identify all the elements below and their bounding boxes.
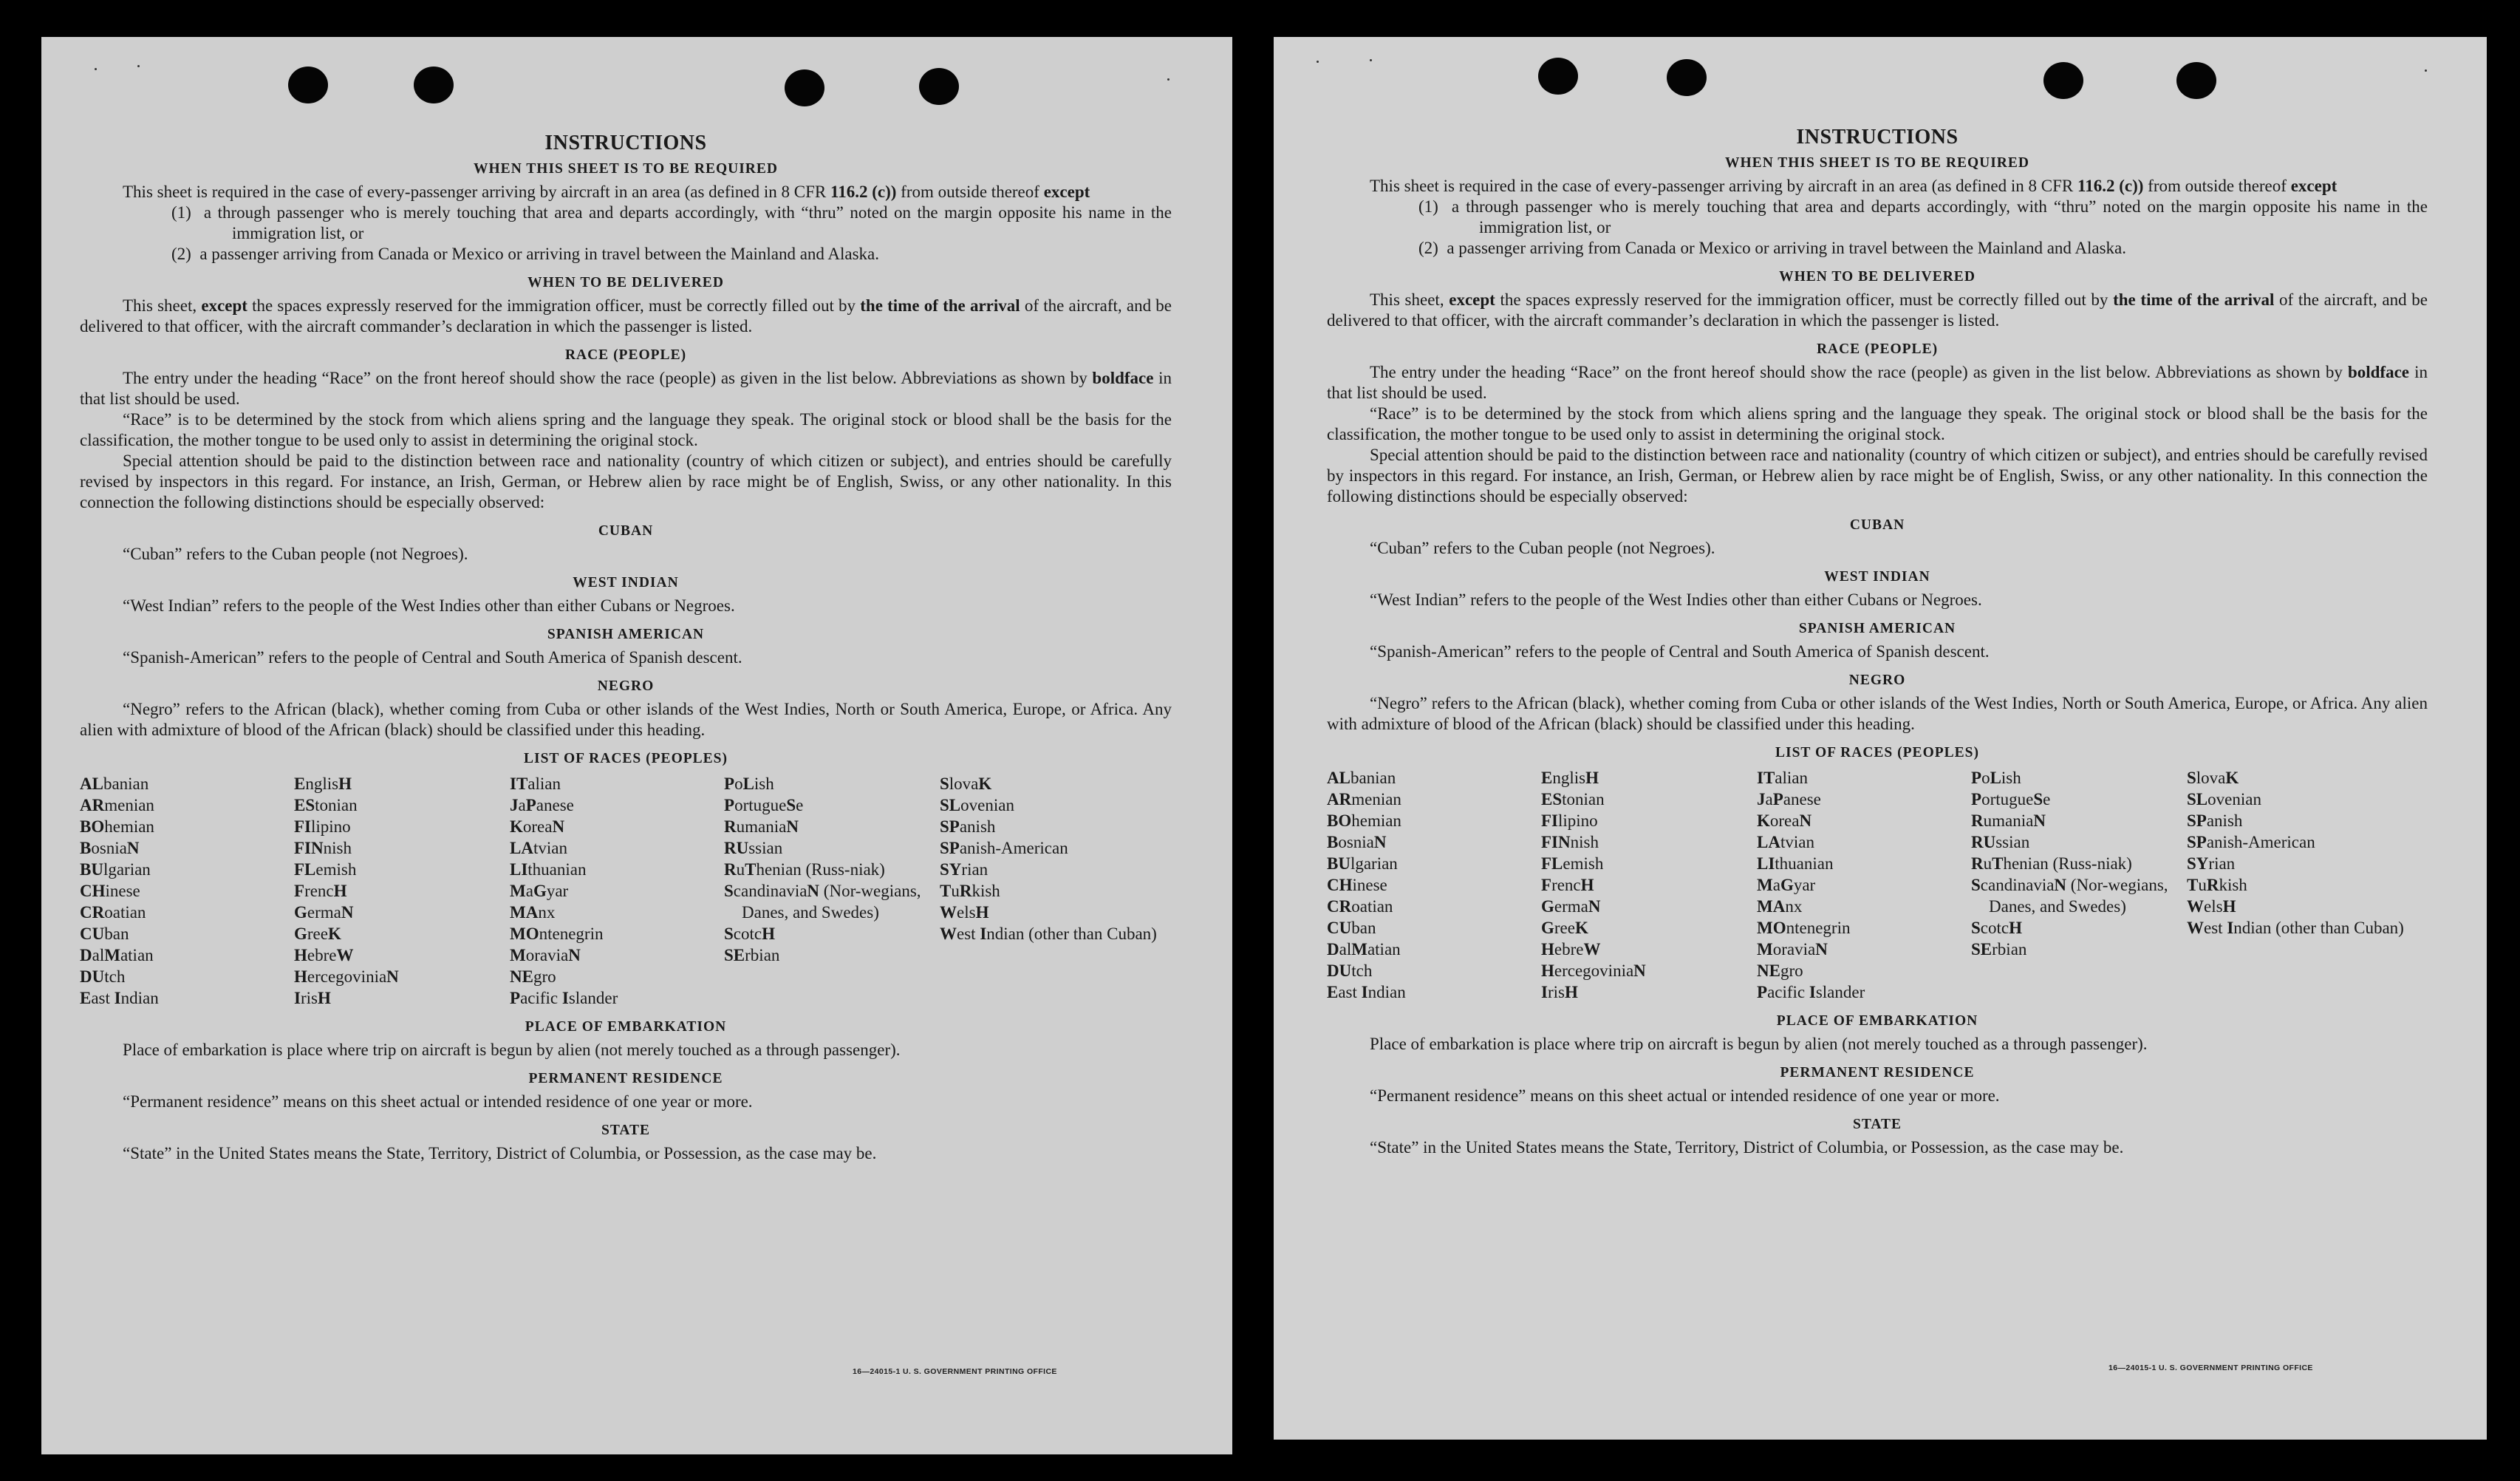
race-entry: LAtvian <box>1757 833 1814 851</box>
race-entry: MOntenegrin <box>1757 919 1851 937</box>
race-entry: IrisH <box>294 989 331 1007</box>
instructions-content <box>1327 126 2428 1158</box>
heading-when-delivered: WHEN TO BE DELIVERED <box>1779 269 1976 285</box>
printer-code: 16—24015-1 U. S. GOVERNMENT PRINTING OFFICE <box>2108 1363 2313 1372</box>
race-entry: CUban <box>1327 919 1376 937</box>
race-entry: ARmenian <box>1327 790 1401 808</box>
race-entry: TuRkish <box>940 882 1000 900</box>
heading-residence: PERMANENT RESIDENCE <box>1780 1065 1975 1080</box>
heading-west-indian: WEST INDIAN <box>573 575 679 590</box>
punch-hole <box>919 68 959 105</box>
race-entry: BosniaN <box>80 839 140 857</box>
heading-spanish-american: SPANISH AMERICAN <box>547 627 705 642</box>
race-entry: West Indian (other than Cuban) <box>940 925 1157 943</box>
race-paragraph: The entry under the heading “Race” on the front hereof should show the race (people) as given in the list below. Abbreviations as shown by boldface in that list should be used. <box>80 369 1172 408</box>
race-entry: FIlipino <box>1541 811 1598 830</box>
race-entry: MOntenegrin <box>510 925 604 943</box>
race-entry: WelsH <box>2187 897 2236 916</box>
race-entry: SPanish <box>2187 811 2243 830</box>
race-entry: EnglisH <box>1541 769 1599 787</box>
race-entry: BUlgarian <box>80 860 151 879</box>
race-entry: East Indian <box>80 989 159 1007</box>
race-entry: GermaN <box>1541 897 1601 916</box>
state-paragraph: “State” in the United States means the State, Territory, District of Columbia, or Possession, as the case may be. <box>1370 1138 2124 1157</box>
race-entry: NEgro <box>1757 961 1803 980</box>
races-column <box>80 773 294 1009</box>
document-page-left <box>41 37 1232 1454</box>
race-entry: CHinese <box>80 882 140 900</box>
negro-paragraph: “Negro” refers to the African (black), whether coming from Cuba or other islands of the West Indies, North or South America, Europe, or Africa. Any alien with admixture of blood of the African (black) should be classified under this heading. <box>1327 694 2428 733</box>
residence-paragraph: “Permanent residence” means on this sheet actual or intended residence of one year or more. <box>1370 1086 2000 1105</box>
heading-when-required: WHEN THIS SHEET IS TO BE REQUIRED <box>1725 155 2029 171</box>
races-column <box>1757 767 1971 1003</box>
heading-list-of-races: LIST OF RACES (PEOPLES) <box>1775 745 1979 760</box>
races-column <box>1541 767 1757 1003</box>
race-entry: NEgro <box>510 967 556 986</box>
race-entry: HebreW <box>294 946 354 964</box>
race-entry: FLemish <box>1541 854 1604 873</box>
intro-paragraph: This sheet is required in the case of every-passenger arriving by aircraft in an area (as defined in 8 CFR 116.2 (c)) from outside thereof except <box>1370 177 2338 195</box>
list-item: (2) a passenger arriving from Canada or Mexico or arriving in travel between the Mainland and Alaska. <box>171 245 880 263</box>
heading-embarkation: PLACE OF EMBARKATION <box>1776 1013 1978 1029</box>
race-paragraph: The entry under the heading “Race” on the front hereof should show the race (people) as given in the list below. Abbreviations as shown by boldface in that list should be used. <box>1327 363 2428 402</box>
race-paragraph: Special attention should be paid to the distinction between race and nationality (country of which citizen or subject), and entries should be carefully revised by inspectors in this regard. For instance, an Irish, German, or Hebrew alien by race might be of English, Swiss, or any other nationality. In this connection the following distinctions should be especially observed: <box>80 452 1172 511</box>
race-paragraph: “Race” is to be determined by the stock from which aliens spring and the language they speak. The original stock or blood shall be the basis for the classification, the mother tongue to be used only to assist in determining the original stock. <box>80 410 1172 449</box>
race-entry: LIthuanian <box>510 860 587 879</box>
race-entry: SErbian <box>724 946 780 964</box>
list-item: (2) a passenger arriving from Canada or Mexico or arriving in travel between the Mainland and Alaska. <box>1418 239 2127 257</box>
race-entry: FIlipino <box>294 817 351 836</box>
race-entry: SPanish <box>940 817 996 836</box>
speck <box>1370 59 1372 61</box>
race-entry: SLovenian <box>940 796 1014 814</box>
heading-west-indian: WEST INDIAN <box>1824 569 1930 585</box>
race-entry: TuRkish <box>2187 876 2247 894</box>
speck <box>1167 78 1169 81</box>
heading-when-delivered: WHEN TO BE DELIVERED <box>527 275 724 290</box>
heading-state: STATE <box>1852 1117 1902 1132</box>
race-entry: ITalian <box>510 774 561 793</box>
punch-hole <box>2043 62 2083 99</box>
punch-hole <box>2176 62 2216 99</box>
punch-hole <box>1538 58 1578 95</box>
negro-paragraph: “Negro” refers to the African (black), whether coming from Cuba or other islands of the West Indies, North or South America, Europe, or Africa. Any alien with admixture of blood of the African (black) should be classified under this heading. <box>80 700 1172 739</box>
printer-code: 16—24015-1 U. S. GOVERNMENT PRINTING OFFICE <box>853 1367 1057 1376</box>
race-entry: ScotcH <box>724 925 775 943</box>
race-entry: DalMatian <box>1327 940 1401 959</box>
race-entry: SLovenian <box>2187 790 2261 808</box>
race-entry: MoraviaN <box>1757 940 1828 959</box>
document-page-right <box>1274 37 2487 1440</box>
race-entry: ScandinaviaN (Nor-wegians, Danes, and Swedes) <box>724 882 921 922</box>
punch-hole <box>785 69 824 106</box>
residence-paragraph: “Permanent residence” means on this sheet actual or intended residence of one year or more. <box>123 1092 753 1111</box>
west-indian-paragraph: “West Indian” refers to the people of the West Indies other than either Cubans or Negroes. <box>123 596 735 615</box>
race-entry: EStonian <box>1541 790 1605 808</box>
west-indian-paragraph: “West Indian” refers to the people of the West Indies other than either Cubans or Negroes. <box>1370 590 1982 609</box>
cuban-paragraph: “Cuban” refers to the Cuban people (not Negroes). <box>1370 539 1715 557</box>
race-entry: MaGyar <box>510 882 569 900</box>
race-entry: East Indian <box>1327 983 1406 1001</box>
race-entry: Pacific Islander <box>1757 983 1865 1001</box>
race-entry: MaGyar <box>1757 876 1816 894</box>
race-entry: FINnish <box>1541 833 1599 851</box>
race-entry: FrencH <box>1541 876 1594 894</box>
race-entry: ITalian <box>1757 769 1808 787</box>
title: INSTRUCTIONS <box>1796 126 1959 149</box>
race-entry: MAnx <box>1757 897 1803 916</box>
instructions-content <box>80 132 1172 1164</box>
speck <box>1317 61 1319 63</box>
races-column <box>1327 767 1541 1003</box>
race-entry: JaPanese <box>510 796 574 814</box>
intro-paragraph: This sheet is required in the case of every-passenger arriving by aircraft in an area (as defined in 8 CFR 116.2 (c)) from outside thereof except <box>123 183 1090 201</box>
race-entry: RuThenian (Russ-niak) <box>724 860 885 879</box>
race-entry: GreeK <box>294 925 341 943</box>
race-entry: BUlgarian <box>1327 854 1398 873</box>
race-entry: RUssian <box>724 839 783 857</box>
race-entry: CRoatian <box>80 903 146 922</box>
heading-negro: NEGRO <box>597 678 655 694</box>
race-entry: EStonian <box>294 796 358 814</box>
race-paragraph: Special attention should be paid to the distinction between race and nationality (country of which citizen or subject), and entries should be carefully revised by inspectors in this regard. For instance, an Irish, German, or Hebrew alien by race might be of English, Swiss, or any other nationality. In this connection the following distinctions should be especially observed: <box>1327 446 2428 505</box>
race-entry: ARmenian <box>80 796 154 814</box>
race-entry: GermaN <box>294 903 354 922</box>
races-list <box>1327 767 2428 1003</box>
heading-state: STATE <box>601 1123 651 1138</box>
race-entry: LIthuanian <box>1757 854 1834 873</box>
race-entry: LAtvian <box>510 839 567 857</box>
race-entry: SErbian <box>1971 940 2027 959</box>
heading-list-of-races: LIST OF RACES (PEOPLES) <box>523 751 728 766</box>
race-entry: JaPanese <box>1757 790 1821 808</box>
races-column <box>940 773 1161 1009</box>
heading-spanish-american: SPANISH AMERICAN <box>1798 621 1956 636</box>
race-entry: PortugueSe <box>724 796 804 814</box>
race-entry: IrisH <box>1541 983 1578 1001</box>
race-entry: SlovaK <box>2187 769 2239 787</box>
state-paragraph: “State” in the United States means the State, Territory, District of Columbia, or Possession, as the case may be. <box>123 1144 877 1162</box>
race-entry: EnglisH <box>294 774 352 793</box>
heading-race: RACE (PEOPLE) <box>564 347 687 363</box>
heading-when-required: WHEN THIS SHEET IS TO BE REQUIRED <box>474 161 778 177</box>
race-entry: RUssian <box>1971 833 2030 851</box>
race-entry: DalMatian <box>80 946 154 964</box>
races-column <box>1971 767 2187 1003</box>
race-entry: KoreaN <box>1757 811 1812 830</box>
race-entry: DUtch <box>1327 961 1373 980</box>
race-entry: SYrian <box>940 860 988 879</box>
race-entry: KoreaN <box>510 817 565 836</box>
race-entry: BOhemian <box>80 817 154 836</box>
race-entry: SPanish-American <box>940 839 1068 857</box>
spanish-american-paragraph: “Spanish-American” refers to the people of Central and South America of Spanish descent. <box>1370 642 1990 661</box>
title: INSTRUCTIONS <box>544 132 707 154</box>
races-column <box>510 773 724 1009</box>
race-entry: GreeK <box>1541 919 1588 937</box>
race-entry: HercegoviniaN <box>1541 961 1646 980</box>
cuban-paragraph: “Cuban” refers to the Cuban people (not Negroes). <box>123 545 468 563</box>
embarkation-paragraph: Place of embarkation is place where trip on aircraft is begun by alien (not merely touched as a through passenger). <box>1370 1035 2148 1053</box>
race-entry: HercegoviniaN <box>294 967 399 986</box>
heading-residence: PERMANENT RESIDENCE <box>528 1071 723 1086</box>
race-entry: SYrian <box>2187 854 2236 873</box>
race-entry: CUban <box>80 925 129 943</box>
race-entry: SlovaK <box>940 774 992 793</box>
race-entry: BOhemian <box>1327 811 1401 830</box>
race-entry: RuThenian (Russ-niak) <box>1971 854 2132 873</box>
races-column <box>294 773 510 1009</box>
races-column <box>724 773 940 1009</box>
race-entry: West Indian (other than Cuban) <box>2187 919 2404 937</box>
race-entry: SPanish-American <box>2187 833 2315 851</box>
list-item: (1) a through passenger who is merely touching that area and departs accordingly, with “thru” noted on the margin opposite his name in the immigration list, or <box>1418 197 2428 236</box>
race-entry: MAnx <box>510 903 556 922</box>
heading-embarkation: PLACE OF EMBARKATION <box>525 1019 727 1035</box>
race-entry: FLemish <box>294 860 357 879</box>
speck <box>95 68 97 70</box>
race-entry: PortugueSe <box>1971 790 2051 808</box>
race-entry: RumaniaN <box>724 817 799 836</box>
punch-hole <box>288 67 328 103</box>
delivery-paragraph: This sheet, except the spaces expressly reserved for the immigration officer, must be correctly filled out by the time of the arrival of the aircraft, and be delivered to that officer, with the aircraft commander’s declaration in which the passenger is listed. <box>80 296 1172 336</box>
speck <box>137 65 140 67</box>
spanish-american-paragraph: “Spanish-American” refers to the people of Central and South America of Spanish descent. <box>123 648 742 667</box>
race-entry: CRoatian <box>1327 897 1393 916</box>
race-entry: FrencH <box>294 882 347 900</box>
race-entry: RumaniaN <box>1971 811 2046 830</box>
race-entry: PoLish <box>724 774 774 793</box>
races-list <box>80 773 1172 1009</box>
heading-cuban: CUBAN <box>1849 517 1905 533</box>
heading-cuban: CUBAN <box>598 523 654 539</box>
race-entry: WelsH <box>940 903 989 922</box>
race-entry: ScotcH <box>1971 919 2022 937</box>
race-entry: CHinese <box>1327 876 1387 894</box>
heading-negro: NEGRO <box>1848 673 1906 688</box>
race-entry: MoraviaN <box>510 946 581 964</box>
race-entry: ALbanian <box>1327 769 1396 787</box>
race-entry: ScandinaviaN (Nor-wegians, Danes, and Swedes) <box>1971 876 2168 916</box>
speck <box>2425 69 2427 72</box>
race-paragraph: “Race” is to be determined by the stock from which aliens spring and the language they speak. The original stock or blood shall be the basis for the classification, the mother tongue to be used only to assist in determining the original stock. <box>1327 404 2428 443</box>
race-entry: HebreW <box>1541 940 1601 959</box>
list-item: (1) a through passenger who is merely touching that area and departs accordingly, with “thru” noted on the margin opposite his name in the immigration list, or <box>171 203 1172 242</box>
race-entry: PoLish <box>1971 769 2021 787</box>
race-entry: Pacific Islander <box>510 989 618 1007</box>
race-entry: BosniaN <box>1327 833 1387 851</box>
punch-hole <box>414 67 454 103</box>
race-entry: FINnish <box>294 839 352 857</box>
delivery-paragraph: This sheet, except the spaces expressly reserved for the immigration officer, must be correctly filled out by the time of the arrival of the aircraft, and be delivered to that officer, with the aircraft commander’s declaration in which the passenger is listed. <box>1327 290 2428 330</box>
punch-hole <box>1667 59 1707 96</box>
embarkation-paragraph: Place of embarkation is place where trip on aircraft is begun by alien (not merely touched as a through passenger). <box>123 1041 901 1059</box>
race-entry: ALbanian <box>80 774 149 793</box>
races-column <box>2187 767 2408 1003</box>
race-entry: DUtch <box>80 967 126 986</box>
heading-race: RACE (PEOPLE) <box>1816 341 1939 357</box>
